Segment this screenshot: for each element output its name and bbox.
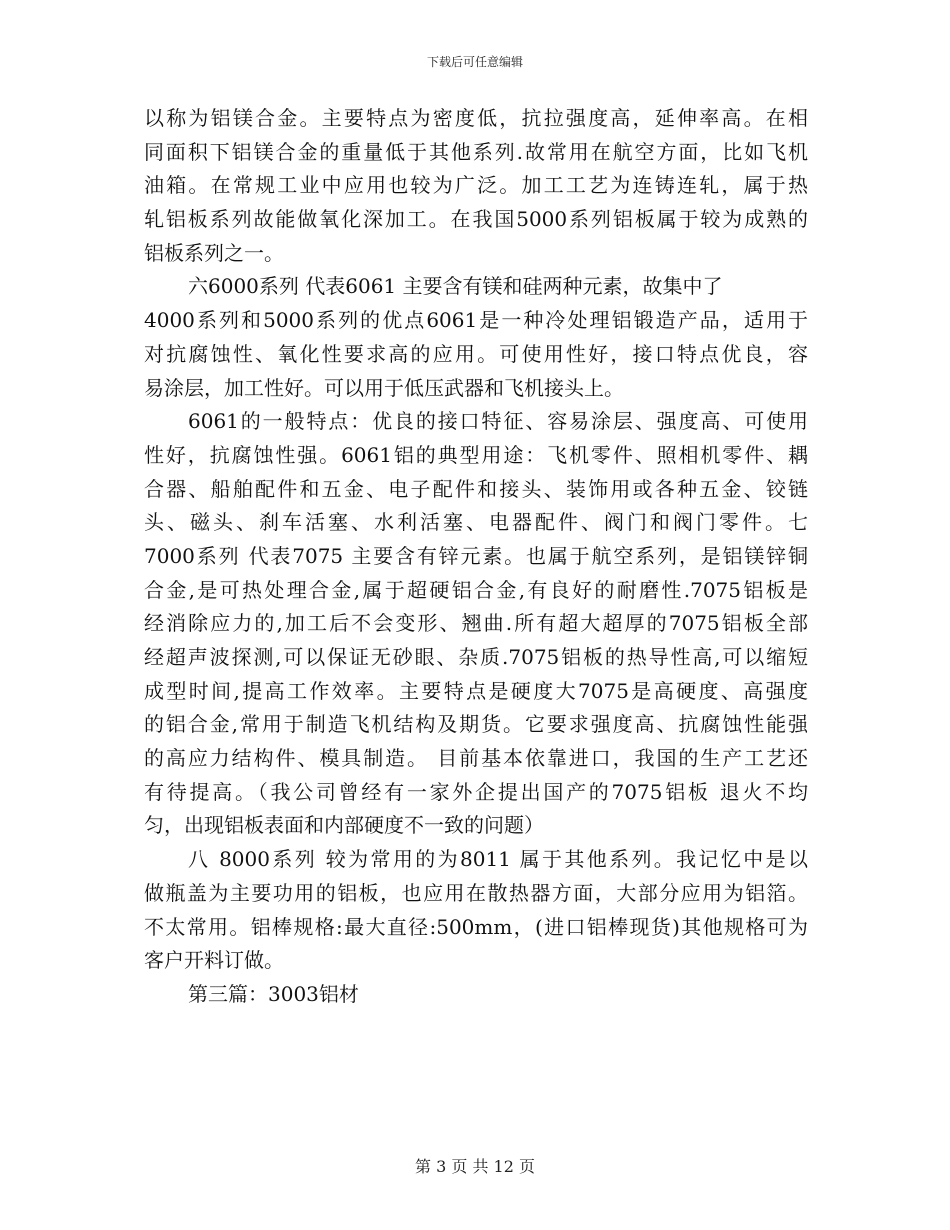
text-line: 经消除应力的,加工后不会变形、翘曲.所有超大超厚的7075铝板全部 xyxy=(144,611,808,636)
page-footer: 第 3 页 共 12 页 xyxy=(415,1157,535,1176)
text-line: 不太常用。铝棒规格:最大直径:500mm，(进口铝棒现货)其他规格可为 xyxy=(144,914,808,939)
text-line: 成型时间,提高工作效率。主要特点是硬度大7075是高硬度、高强度 xyxy=(144,678,808,703)
text-line: 铝板系列之一。 xyxy=(144,240,284,265)
text-line: 4000系列和5000系列的优点6061是一种冷处理铝锻造产品，适用于 xyxy=(144,308,808,333)
text-line: 头、磁头、刹车活塞、水利活塞、电器配件、阀门和阀门零件。七 xyxy=(144,510,808,535)
text-line: 同面积下铝镁合金的重量低于其他系列.故常用在航空方面，比如飞机 xyxy=(144,139,808,164)
text-line: 轧铝板系列故能做氧化深加工。在我国5000系列铝板属于较为成熟的 xyxy=(144,207,808,232)
text-line: 合器、船舶配件和五金、电子配件和接头、装饰用或各种五金、铰链 xyxy=(144,476,808,501)
text-line: 性好，抗腐蚀性强。6061铝的典型用途：飞机零件、照相机零件、耦 xyxy=(144,442,808,467)
text-line: 匀，出现铝板表面和内部硬度不一致的问题） xyxy=(144,813,544,838)
page-header: 下载后可任意编辑 xyxy=(426,55,523,69)
text-line: 6061的一般特点：优良的接口特征、容易涂层、强度高、可使用 xyxy=(188,409,808,434)
text-line: 客户开料订做。 xyxy=(144,948,284,973)
text-line: 六6000系列 代表6061 主要含有镁和硅两种元素，故集中了 xyxy=(188,274,723,299)
document-body xyxy=(144,102,808,1012)
text-line: 有待提高。（我公司曾经有一家外企提出国产的7075铝板 退火不均 xyxy=(144,779,808,804)
text-line: 以称为铝镁合金。主要特点为密度低，抗拉强度高，延伸率高。在相 xyxy=(144,106,808,130)
section-heading: 第三篇：3003铝材 xyxy=(188,981,359,1006)
text-line: 的铝合金,常用于制造飞机结构及期货。它要求强度高、抗腐蚀性能强 xyxy=(144,712,808,737)
text-line: 做瓶盖为主要功用的铝板，也应用在散热器方面，大部分应用为铝箔。 xyxy=(144,880,808,905)
text-line: 合金,是可热处理合金,属于超硬铝合金,有良好的耐磨性.7075铝板是 xyxy=(144,577,808,602)
text-line: 经超声波探测,可以保证无砂眼、杂质.7075铝板的热导性高,可以缩短 xyxy=(144,645,808,669)
text-line: 对抗腐蚀性、氧化性要求高的应用。可使用性好，接口特点优良，容 xyxy=(144,341,808,366)
text-line: 油箱。在常规工业中应用也较为广泛。加工工艺为连铸连轧，属于热 xyxy=(144,173,808,198)
text-line: 的高应力结构件、模具制造。 目前基本依靠进口，我国的生产工艺还 xyxy=(144,746,808,771)
text-line: 7000系列 代表7075 主要含有锌元素。也属于航空系列，是铝镁锌铜 xyxy=(144,543,808,568)
text-line: 八 8000系列 较为常用的为8011 属于其他系列。我记忆中是以 xyxy=(188,847,808,872)
text-line: 易涂层，加工性好。可以用于低压武器和飞机接头上。 xyxy=(144,375,624,400)
